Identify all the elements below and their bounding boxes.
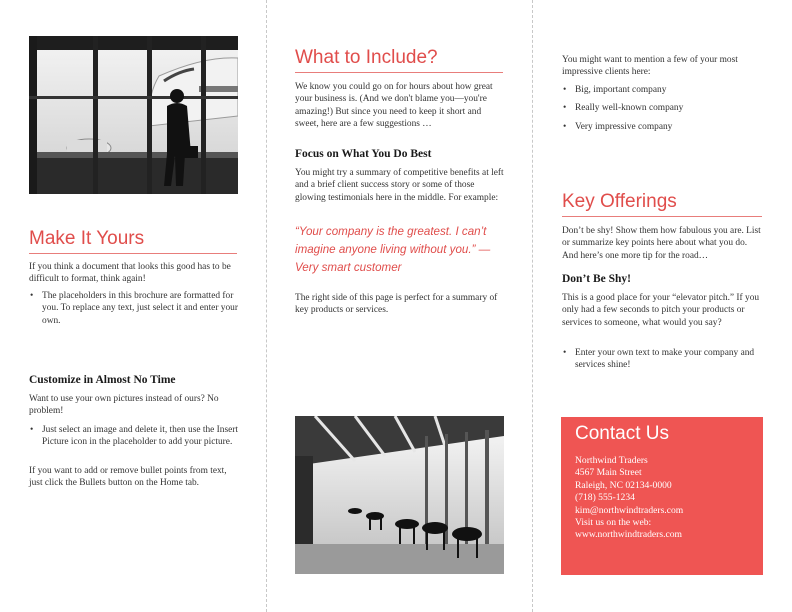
make-it-yours-heading: Make It Yours bbox=[29, 228, 237, 254]
what-to-include-text: We know you could go on for hours about how great your business is. (And we don't blame you—you're amazing!) But since you need to keep it short and sweet, here are a few suggestions … bbox=[295, 82, 493, 129]
customize-text: Want to use your own pictures instead of ours? No problem! bbox=[29, 394, 219, 417]
list-item: • Big, important company bbox=[562, 84, 762, 96]
company-name: Northwind Traders bbox=[575, 455, 648, 466]
customize-heading: Customize in Almost No Time bbox=[29, 374, 176, 386]
make-it-yours-text: If you think a document that looks this good has to be difficult to format, think again! bbox=[29, 262, 231, 285]
list-item: • The placeholders in this brochure are formatted for you. To replace any text, just select it and enter your own. bbox=[29, 290, 239, 327]
list-item: • Really well-known company bbox=[562, 102, 762, 114]
website-link[interactable]: www.northwindtraders.com bbox=[575, 529, 683, 541]
testimonial-quote: “Your company is the greatest. I can’t imagine anyone living without you.” —Very smart customer bbox=[295, 225, 491, 274]
contact-heading: Contact Us bbox=[575, 423, 669, 444]
contact-box bbox=[561, 417, 763, 575]
focus-heading: Focus on What You Do Best bbox=[295, 148, 432, 160]
dont-be-shy-text: This is a good place for your “elevator pitch.” If you only had a few seconds to pitch your products or services to someone, what would you say? bbox=[562, 293, 760, 328]
lobby-chairs-photo bbox=[295, 416, 504, 574]
customize-text-2: If you want to add or remove bullet points from text, just click the Bullets button on the Home tab. bbox=[29, 466, 227, 489]
fold-line-left bbox=[266, 0, 267, 612]
make-it-yours-bullets bbox=[29, 290, 239, 327]
phone-number: (718) 555-1234 bbox=[575, 492, 635, 504]
clients-intro-text: You might want to mention a few of your most impressive clients here: bbox=[562, 55, 738, 78]
key-offerings-heading: Key Offerings bbox=[562, 191, 762, 217]
fold-line-right bbox=[532, 0, 533, 612]
dont-be-shy-heading: Don’t Be Shy! bbox=[562, 273, 632, 285]
email-link[interactable]: kim@northwindtraders.com bbox=[575, 504, 684, 516]
customize-bullets bbox=[29, 424, 239, 449]
list-item: • Very impressive company bbox=[562, 121, 762, 133]
dont-be-shy-bullets bbox=[562, 347, 762, 372]
airport-terminal-photo bbox=[29, 36, 238, 194]
list-item: • Enter your own text to make your company and services shine! bbox=[562, 347, 762, 372]
web-label: Visit us on the web: bbox=[575, 517, 652, 529]
what-to-include-heading: What to Include? bbox=[295, 47, 503, 73]
city-state-zip: Raleigh, NC 02134-0000 bbox=[575, 479, 672, 491]
key-offerings-text: Don’t be shy! Show them how fabulous you are. List or summarize key points here about what you do. And here’s one more tip for the road… bbox=[562, 226, 761, 261]
clients-list bbox=[562, 84, 762, 133]
list-item: • Just select an image and delete it, then use the Insert Picture icon in the placeholder to add your picture. bbox=[29, 424, 239, 449]
street-address: 4567 Main Street bbox=[575, 467, 642, 479]
summary-text: The right side of this page is perfect for a summary of key products or services. bbox=[295, 293, 498, 316]
focus-text: You might try a summary of competitive benefits at left and a brief client success story or some of those glowing testimonials here in the middle. For example: bbox=[295, 168, 504, 203]
